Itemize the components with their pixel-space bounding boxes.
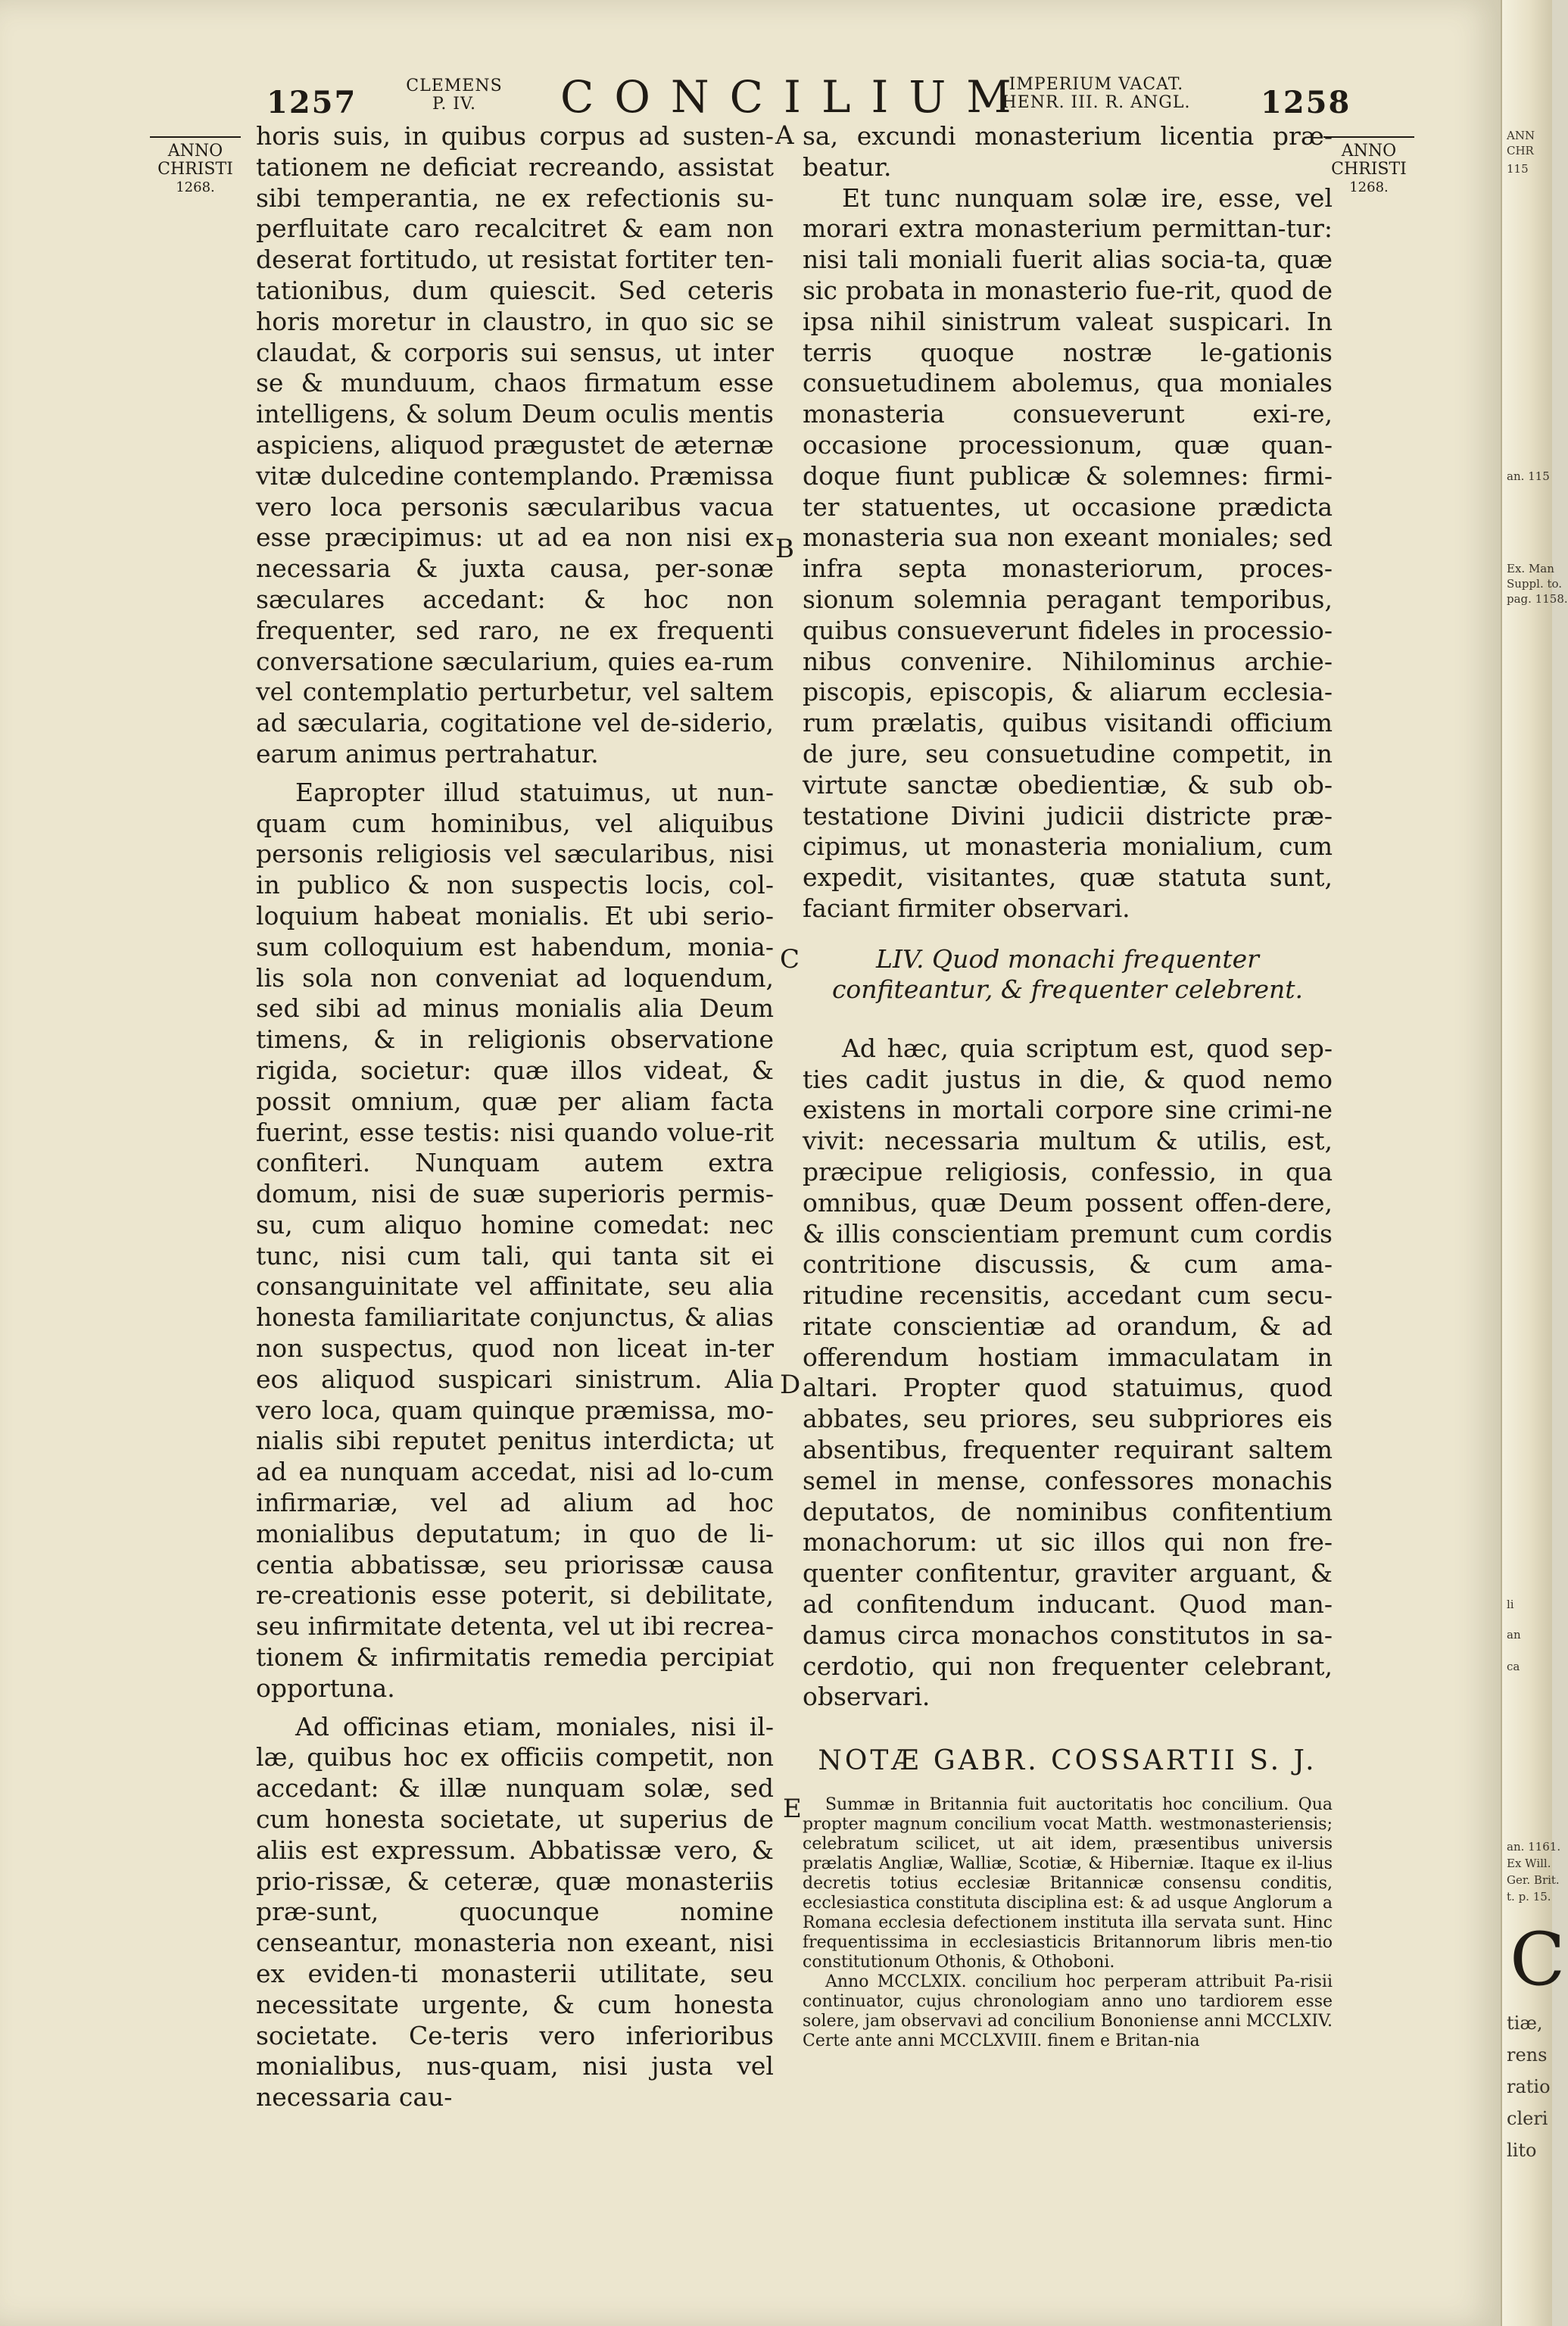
section-letter-a: A — [775, 120, 794, 151]
edge-fragment: lito — [1507, 2140, 1537, 2161]
paragraph: horis suis, in quibus corpus ad susten-tationem ne deficiat recreando, assistat sibi temperantia, ne ex refectionis su-perfluitate caro recalcitret & eam non deserat fortitudo, ut resistat fortiter ten-tationibus, dum quiescit. Sed ceteris horis moretur in claustro, in quo sic se claudat, & corporis sui sensus, ut inter se & munduum, chaos firmatum esse intelligens, & solum Deum oculis mentis aspiciens, aliquod prægustet de æternæ vitæ dulcedine contemplando. Præmissa vero loca personis sæcularibus vacua esse præcipimus: ut ad ea non nisi ex necessaria & juxta causa, per-sonæ sæculares accedant: & hoc non frequenter, sed raro, ne ex frequenti conversatione sæcularium, quies ea-rum vel contemplatio perturbetur, vel saltem ad sæcularia, cogitatione vel de-siderio, earum animus pertrahatur. — [256, 121, 774, 769]
edge-fragment: an. 115 — [1507, 469, 1550, 483]
page-number-left: 1257 — [267, 85, 357, 120]
section-letter-b: B — [775, 534, 794, 564]
note-paragraph: Summæ in Britannia fuit auctoritatis hoc concilium. Qua propter magnum concilium vocat Matth. westmonasteriensis; celebratum scilicet, ut ait idem, præsentibus universis prælatis Angliæ, Walliæ, Scotiæ, & Hiberniæ. Itaque ex il-lius decretis totius ecclesiæ Britannicæ consensu conditis, ecclesiastica constituta disciplina est: & ad usque Anglorum a Romana ecclesia defectionem instituta illa servata sunt. Hinc frequentissima in ecclesiasticis Britannorum libris men-tio constitutionum Othonis, & Othoboni. — [803, 1795, 1333, 1972]
left-column — [256, 121, 774, 2113]
paragraph: sa, excundi monasterium licentia præ-beatur. — [803, 121, 1333, 182]
margin-year-value-right: 1268. — [1349, 179, 1389, 195]
paragraph: Eapropter illud statuimus, ut nun-quam cum hominibus, vel aliquibus personis religiosis vel sæcularibus, nisi in publico & non suspectis locis, col-loquium habeat monialis. Et ubi serio-sum colloquium est habendum, monia-lis sola non conveniat ad loquendum, sed sibi ad minus monialis alia Deum timens, & in religionis observatione rigida, societur: quæ illos videat, & possit omnium, quæ per aliam facta fuerint, esse testis: nisi quando volue-rit confiteri. Nunquam autem extra domum, nisi de suæ superioris permis-su, cum aliquo homine comedat: nec tunc, nisi cum tali, qui tanta sit ei consanguinitate vel affinitate, seu alia honesta familiaritate conjunctus, & alias non suspectus, quod non liceat in-ter eos aliquod suspicari sinistrum. Alia vero loca, quam quinque præmissa, mo-nialis sibi reputet penitus interdicta; ut ad ea nunquam accedat, nisi ad lo-cum infirmariæ, vel ad alium ad hoc monialibus deputatum; in quo de li-centia abbatissæ, seu priorissæ causa re-creationis esse poterit, si debilitate, seu infirmitate detenta, vel ut ibi recrea-tionem & infirmitatis remedia percipiat opportuna. — [256, 777, 774, 1703]
edge-fragment: 115 — [1507, 162, 1529, 176]
notes-title: NOTÆ GABR. COSSARTII S. J. — [818, 1745, 1317, 1777]
edge-fragment: an — [1507, 1628, 1521, 1642]
edge-fragment: pag. 1158. — [1507, 592, 1568, 606]
section-letter-c: C — [780, 944, 800, 974]
edge-fragment: cleri — [1507, 2108, 1548, 2129]
edge-fragment: Ger. Brit. — [1507, 1873, 1560, 1887]
edge-fragment: ratio — [1507, 2076, 1551, 2097]
emperor-runner-line: HENR. III. R. ANGL. — [1002, 93, 1191, 112]
edge-fragment: CHR — [1507, 144, 1534, 157]
edge-drop-cap: C — [1510, 1917, 1566, 2002]
next-page-edge — [1501, 0, 1568, 2326]
edge-fragment: tiæ, — [1507, 2013, 1543, 2034]
margin-year-value-left: 1268. — [176, 179, 215, 195]
pope-runner-line: P. IV. — [432, 95, 477, 114]
note-paragraph: Anno MCCLXIX. concilium hoc perperam attribuit Pa-risii continuator, cujus chronologiam anno uno tardiorem esse solere, jam observavi ad concilium Bononiense anni MCCLXIV. Certe ante anni MCCLXVIII. finem e Britan-nia — [803, 1972, 1333, 2051]
page-title: CONCILIUM — [560, 71, 1032, 123]
chapter-text: Ad hæc, quia scriptum est, quod sep-ties cadit justus in die, & quod nemo existens in mortali corpore sine crimi-ne vivit: necessaria multum & utilis, est, præcipue religiosis, confessio, in qua omnibus, quæ Deum possent offen-dere, & illis conscientiam premunt cum cordis contritione discussis, & cum ama-ritudine recensitis, accedant cum secu-ritate conscientiæ ad orandum, & ad offerendum hostiam immaculatam in altari. Propter quod statuimus, quod abbates, seu priores, seu subpriores eis absentibus, frequenter requirant saltem semel in mense, confessores monachis deputatos, de nominibus confitentium monachorum: ut sic illos qui non fre-quenter confitentur, graviter arguant, & ad confitendum inducant. Quod man-damus circa monachos constitutos in sa-cerdotio, qui non frequenter celebrant, observari. — [803, 1033, 1333, 1712]
emperor-runner — [983, 76, 1210, 112]
margin-label-left: ANNO CHRISTI — [157, 142, 233, 179]
edge-fragment: Suppl. to. — [1507, 577, 1563, 591]
right-column — [803, 121, 1333, 2051]
margin-label-right: ANNO CHRISTI — [1331, 142, 1407, 179]
notes-block — [803, 1795, 1333, 2051]
margin-year-left — [150, 136, 241, 197]
edge-fragment: li — [1507, 1598, 1514, 1611]
edge-fragment: an. 1161. — [1507, 1840, 1561, 1854]
edge-fragment: Ex. Man — [1507, 562, 1554, 575]
edge-fragment: ANN — [1507, 129, 1535, 142]
edge-fragment: rens — [1507, 2044, 1548, 2066]
edge-fragment: ca — [1507, 1660, 1520, 1673]
section-letter-d: D — [780, 1370, 801, 1400]
section-letter-e: E — [783, 1794, 802, 1824]
paragraph: Ad officinas etiam, moniales, nisi il-læ, quibus hoc ex officiis competit, non accedant: & illæ nunquam solæ, sed cum honesta societate, ut superius de aliis est expressum. Abbatissæ vero, & prio-rissæ, & ceteræ, quæ monasteriis præ-sunt, quocunque nomine censeantur, monasteria non exeant, nisi ex eviden-ti monasterii utilitate, seu necessitate urgente, & cum honesta societate. Ce-teris vero inferioribus monialibus, nus-quam, nisi justa vel necessaria cau- — [256, 1711, 774, 2112]
pope-runner-line: CLEMENS — [406, 76, 503, 95]
margin-year-right — [1323, 136, 1414, 197]
page-number-right: 1258 — [1261, 85, 1351, 120]
paragraph: Et tunc nunquam solæ ire, esse, vel morari extra monasterium permittan-tur: nisi tali moniali fuerit alias socia-ta, quæ sic probata in monasterio fue-rit, quod de ipsa nihil sinistrum valeat suspicari. In terris quoque nostræ le-gationis consuetudinem abolemus, qua moniales monasteria consueverunt exi-re, occasione processionum, quæ quan-doque fiunt publicæ & solemnes: firmi-ter statuentes, ut occasione prædicta monasteria sua non exeant moniales; sed infra septa monasteriorum, proces-sionum solemnia peragant temporibus, quibus consueverunt fideles in processio-nibus convenire. Nihilominus archie-piscopis, episcopis, & aliarum ecclesia-rum prælatis, quibus visitandi officium de jure, seu consuetudine competit, in virtute sanctæ obedientiæ, & sub ob-testatione Divini judicii districte præ-cipimus, ut monasteria monialium, cum expedit, visitantes, quæ statuta sunt, faciant firmiter observari. — [803, 182, 1333, 923]
edge-fragment: t. p. 15. — [1507, 1890, 1551, 1904]
emperor-runner-line: IMPERIUM VACAT. — [1008, 75, 1184, 94]
chapter-heading: LIV. Quod monachi frequenter confiteantur, & frequenter celebrent. — [831, 943, 1304, 1004]
edge-fragment: Ex Will. — [1507, 1857, 1551, 1870]
pope-runner — [394, 77, 515, 114]
